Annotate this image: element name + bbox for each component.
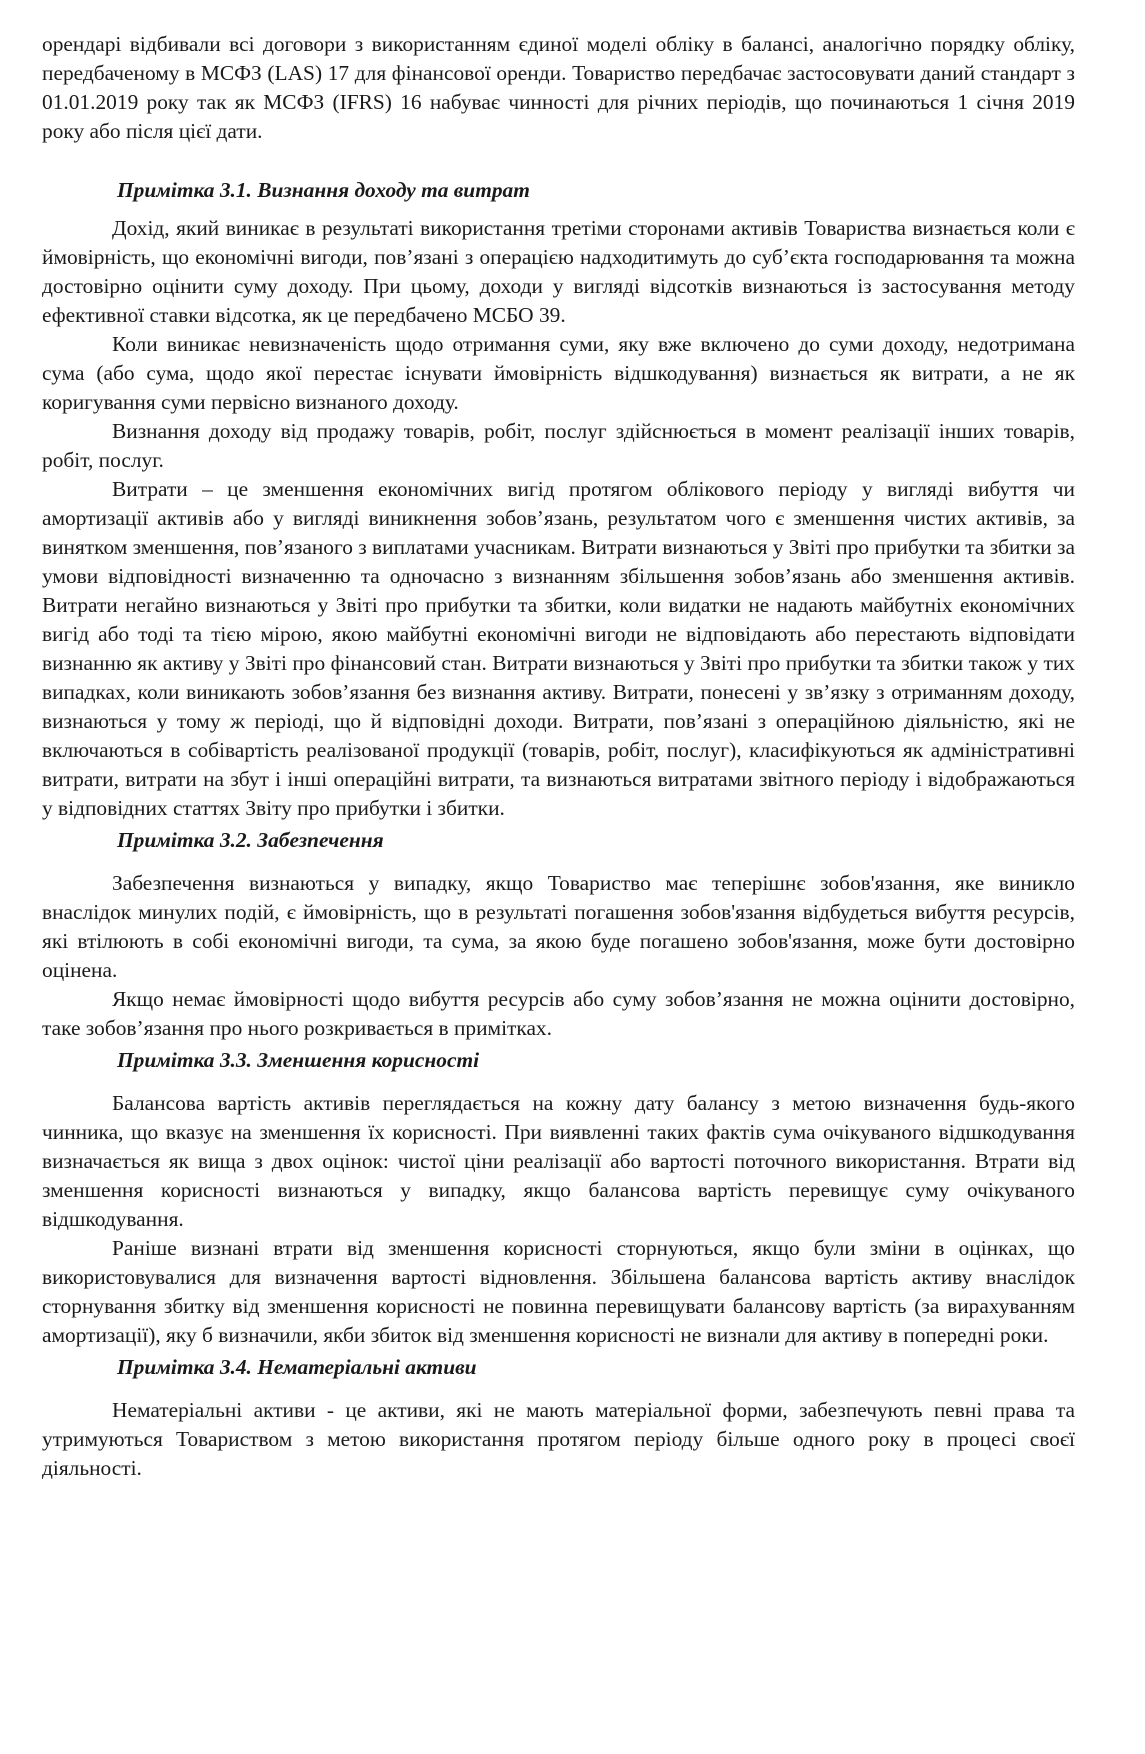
section-heading: Примітка 3.4. Нематеріальні активи xyxy=(117,1355,477,1379)
section-3-4 xyxy=(42,1353,1075,1483)
paragraph: Балансова вартість активів переглядається на кожну дату балансу з метою визначення будь-якого чинника, що вказує на зменшення їх корисності. При виявленні таких фактів сума очікуваного відшкодування визначається як вища з двох оцінок: чистої ціни реалізації або вартості поточного використання. Втрати від зменшення корисності визнаються у випадку, якщо балансова вартість перевищує суму очікуваного відшкодування. xyxy=(42,1091,1075,1231)
paragraph: Нематеріальні активи - це активи, які не мають матеріальної форми, забезпечують певні права та утримуються Товариством з метою використання протягом періоду більше одного року в процесі своєї діяльності. xyxy=(42,1398,1075,1480)
section-3-2 xyxy=(42,826,1075,1043)
paragraph: Забезпечення визнаються у випадку, якщо Товариство має теперішнє зобов'язання, яке виникло внаслідок минулих подій, є ймовірність, що в результаті погашення зобов'язання відбудеться вибуття ресурсів, які втілюють в собі економічні вигоди, та сума, за якою буде погашено зобов'язання, може бути достовірно оцінена. xyxy=(42,871,1075,982)
paragraph: Коли виникає невизначеність щодо отримання суми, яку вже включено до суми доходу, недотримана сума (або сума, щодо якої перестає існувати ймовірність відшкодування) визнається як витрати, а не як коригування суми первісно визнаного доходу. xyxy=(42,332,1075,414)
section-3-1 xyxy=(42,176,1075,823)
paragraph: Дохід, який виникає в результаті використання третіми сторонами активів Товариства визнається коли є ймовірність, що економічні вигоди, пов’язані з операцією надходитимуть до суб’єкта господарювання та можна достовірно оцінити суму доходу. При цьому, доходи у вигляді відсотків визнаються із застосування методу ефективної ставки відсотка, як це передбачено МСБО 39. xyxy=(42,216,1075,327)
paragraph: Якщо немає ймовірності щодо вибуття ресурсів або суму зобов’язання не можна оцінити достовірно, таке зобов’язання про нього розкривається в примітках. xyxy=(42,987,1075,1040)
spacer xyxy=(42,146,1075,176)
section-heading: Примітка 3.2. Забезпечення xyxy=(117,828,384,852)
document-page xyxy=(42,30,1075,1483)
section-heading: Примітка 3.3. Зменшення корисності xyxy=(117,1048,480,1072)
section-3-3 xyxy=(42,1046,1075,1350)
section-heading: Примітка 3.1. Визнання доходу та витрат xyxy=(117,178,530,202)
paragraph: Визнання доходу від продажу товарів, робіт, послуг здійснюється в момент реалізації інших товарів, робіт, послуг. xyxy=(42,419,1075,472)
intro-paragraph: орендарі відбивали всі договори з використанням єдиної моделі обліку в балансі, аналогічно порядку обліку, передбаченому в МСФЗ (LAS) 17 для фінансової оренди. Товариство передбачає застосовувати даний стандарт з 01.01.2019 року так як МСФЗ (IFRS) 16 набуває чинності для річних періодів, що починаються 1 січня 2019 року або після цієї дати. xyxy=(42,32,1075,143)
paragraph: Витрати – це зменшення економічних вигід протягом облікового періоду у вигляді вибуття чи амортизації активів або у вигляді виникнення зобов’язань, результатом чого є зменшення чистих активів, за винятком зменшення, пов’язаного з виплатами учасникам. Витрати визнаються у Звіті про прибутки та збитки за умови відповідності визначенню та одночасно з визнанням збільшення зобов’язань або зменшення активів. Витрати негайно визнаються у Звіті про прибутки та збитки, коли видатки не надають майбутніх економічних вигід або тоді та тією мірою, якою майбутні економічні вигоди не відповідають або перестають відповідати визнанню як активу у Звіті про фінансовий стан. Витрати визнаються у Звіті про прибутки та збитки також у тих випадках, коли виникають зобов’язання без визнання активу. Витрати, понесені у зв’язку з отриманням доходу, визнаються у тому ж періоді, що й відповідні доходи. Витрати, пов’язані з операційною діяльністю, які не включаються в собівартість реалізованої продукції (товарів, робіт, послуг), класифікуються як адміністративні витрати, витрати на збут і інші операційні витрати, та визнаються витратами звітного періоду і відображаються у відповідних статтях Звіту про прибутки і збитки. xyxy=(42,477,1075,820)
paragraph: Раніше визнані втрати від зменшення корисності сторнуються, якщо були зміни в оцінках, що використовувалися для визначення вартості відновлення. Збільшена балансова вартість активу внаслідок сторнування збитку від зменшення корисності не повинна перевищувати балансову вартість (за вирахуванням амортизації), яку б визначили, якби збиток від зменшення корисності не визнали для активу в попередні роки. xyxy=(42,1236,1075,1347)
